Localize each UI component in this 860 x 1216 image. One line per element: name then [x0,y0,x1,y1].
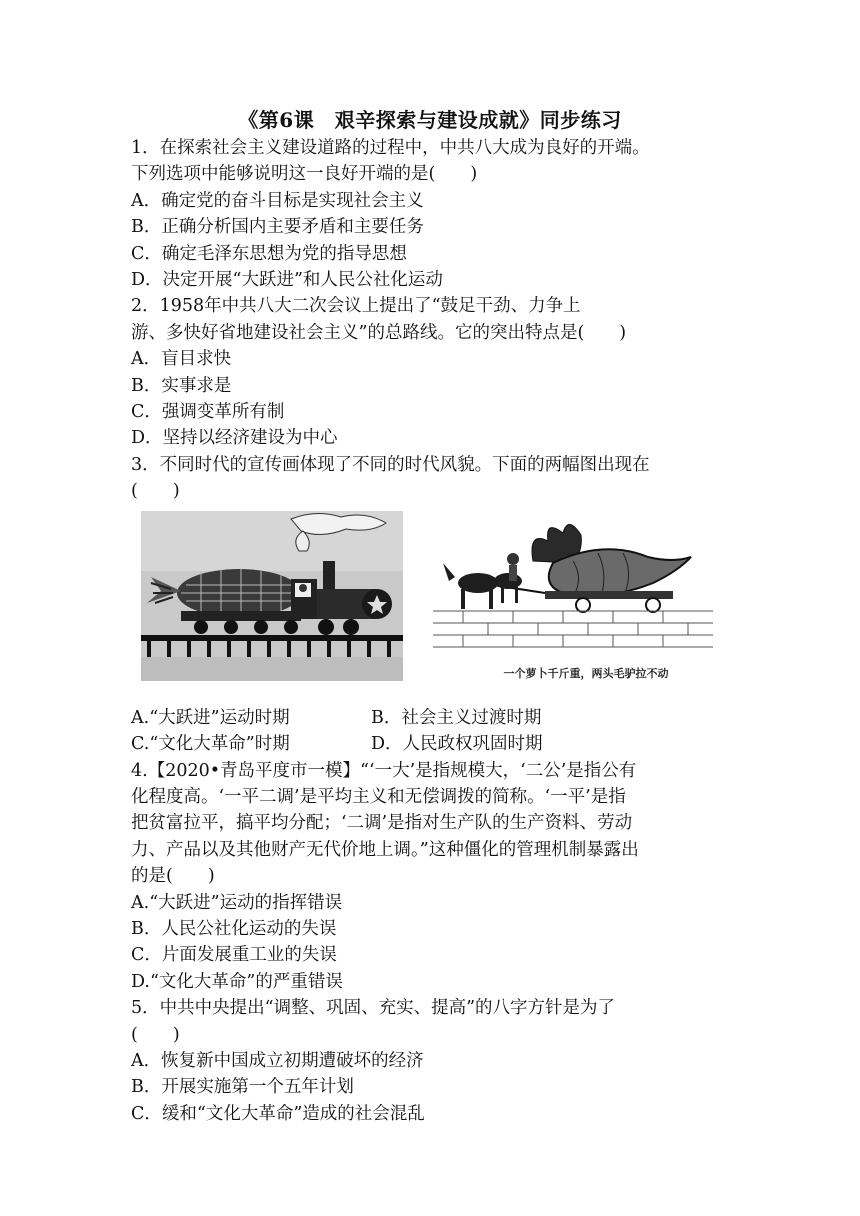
q3-option-b: B．社会主义过渡时期 [371,707,542,728]
q3-options-row2 [131,731,741,757]
q2-option-c: C．强调变革所有制 [131,402,285,423]
q5-stem-line2: ( ) [131,1024,180,1045]
q3-stem-line2: ( ) [131,481,180,502]
q3-option-d: D．人民政权巩固时期 [371,734,543,755]
radish-image-caption: 一个萝卜千斤重，两头毛驴拉不动 [503,666,669,680]
q2-option-b: B．实事求是 [131,375,232,396]
q5-stem-line1: 5．中共中央提出“调整、巩固、充实、提高”的八字方针是为了 [131,998,616,1019]
q1-option-c: C．确定毛泽东思想为党的指导思想 [131,243,407,264]
page-title: 《第6课 艰辛探索与建设成就》同步练习 [238,108,622,132]
q4-stem-line3: 把贫富拉平，搞平均分配；‘二调’是指对生产队的生产资料、劳动 [131,813,633,834]
q3-stem-line1: 3．不同时代的宣传画体现了不同的时代风貌。下面的两幅图出现在 [131,454,650,475]
q4-option-c: C．片面发展重工业的失误 [131,945,337,966]
q1-stem-line1: 1．在探索社会主义建设道路的过程中，中共八大成为良好的开端。 [131,138,650,158]
giant-radish-poster-image [433,511,713,681]
q4-option-d: D.“文化大革命”的严重错误 [131,971,343,992]
q2-option-a: A．盲目求快 [131,349,232,370]
question-list [131,135,741,1127]
q5-option-c: C．缓和“文化大革命”造成的社会混乱 [131,1103,425,1124]
q4-option-a: A.“大跃进”运动的指挥错误 [131,892,343,913]
q4-stem-line1: 4.【2020•青岛平度市一模】“‘一大’是指规模大，‘二公’是指公有 [131,760,637,781]
q4-stem-line2: 化程度高。‘一平二调’是平均主义和无偿调拨的简称。‘一平’是指 [131,786,626,807]
propaganda-images [131,511,741,701]
q4-stem-line5: 的是( ) [131,866,215,887]
q5-option-a: A．恢复新中国成立初期遭破坏的经济 [131,1050,424,1071]
q4-option-b: B．人民公社化运动的失误 [131,918,337,939]
q1-option-a: A．确定党的奋斗目标是实现社会主义 [131,190,424,211]
q5-option-b: B．开展实施第一个五年计划 [131,1077,354,1098]
q2-stem-line2: 游、多快好省地建设社会主义”的总路线。它的突出特点是( ) [131,322,627,343]
q1-stem-line2: 下列选项中能够说明这一良好开端的是( ) [131,164,478,185]
q2-stem-line1: 2．1958年中共八大二次会议上提出了“鼓足干劲、力争上 [131,296,581,317]
q2-option-d: D．坚持以经济建设为中心 [131,428,338,449]
q3-options-row1 [131,705,741,731]
train-grain-poster-image [141,511,403,681]
q3-option-a: A.“大跃进”运动时期 [131,707,290,728]
q4-stem-line4: 力、产品以及其他财产无代价地上调。”这种僵化的管理机制暴露出 [131,839,639,860]
q3-option-c: C.“文化大革命”时期 [131,734,290,755]
q1-option-b: B．正确分析国内主要矛盾和主要任务 [131,217,424,238]
q1-option-d: D．决定开展“大跃进”和人民公社化运动 [131,270,443,291]
